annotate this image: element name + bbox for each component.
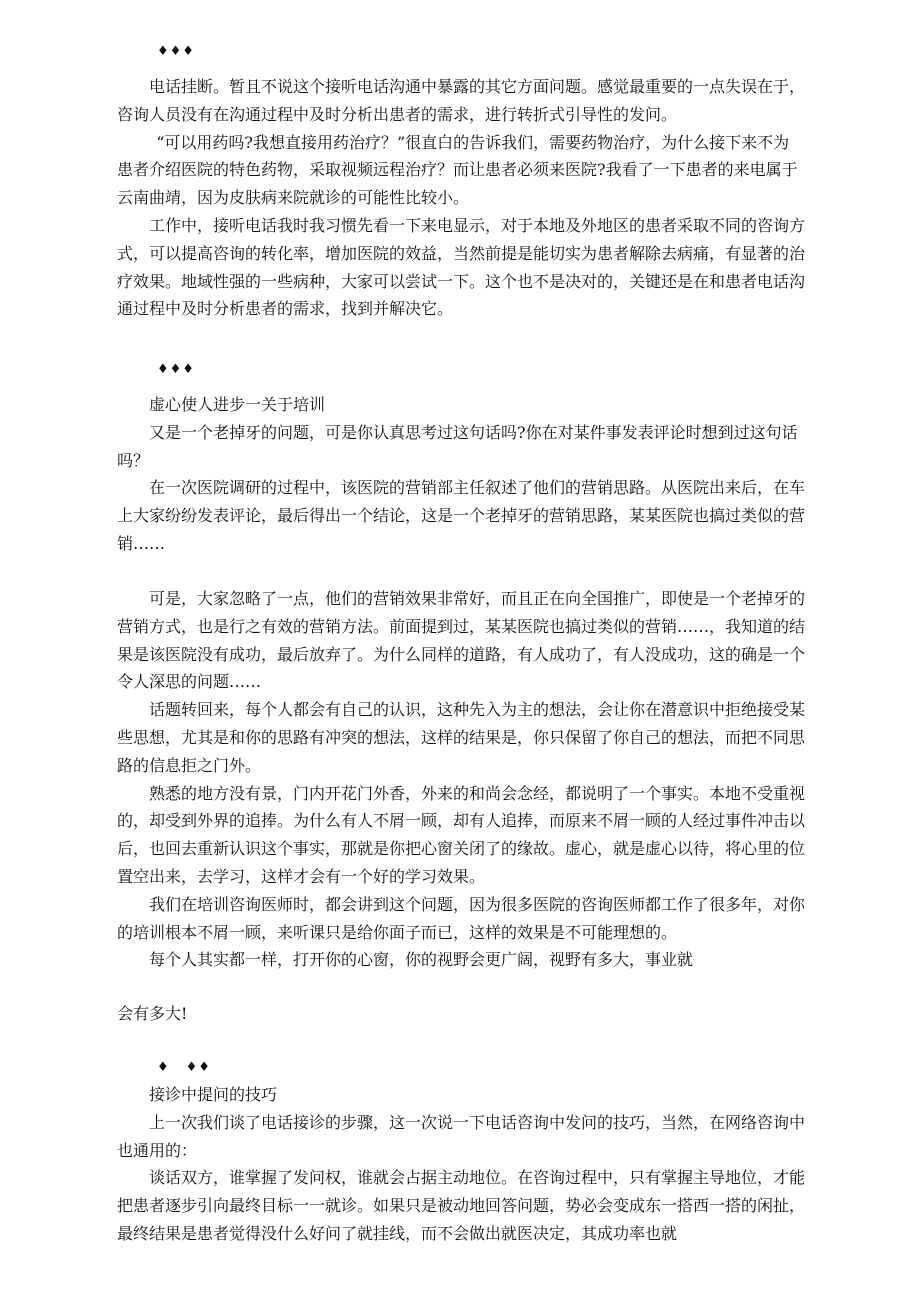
section-marker: ♦♦♦: [157, 362, 195, 377]
paragraph: 谈话双方，谁掌握了发问权，谁就会占据主动地位。在咨询过程中，只有掌握主导地位，才能把患者逐步引向最终目标一一就诊。如果只是被动地回答问题，势必会变成东一搭西一搭的闲扯，最终结果是患者觉得没什么好问了就挂线，而不会做出就医决定，其成功率也就: [117, 1168, 806, 1243]
paragraph: “可以用药吗?我想直接用药治疗？”很直白的告诉我们，需要药物治疗，为什么接下来不为患者介绍医院的特色药物，采取视频远程治疗？而让患者必须来医院?我看了一下患者的来电属于云南曲靖，因为皮肤病来院就诊的可能性比较小。: [117, 132, 798, 208]
paragraph: 工作中，接听电话我时我习惯先看一下来电显示，对于本地及外地区的患者采取不同的咨询方式，可以提高咨询的转化率，增加医院的效益，当然前提是能切实为患者解除去病痛，有显著的治疗效果。地域性强的一些病种，大家可以尝试一下。这个也不是决对的，关键还是在和患者电话沟通过程中及时分析患者的需求，找到并解决它。: [117, 215, 806, 319]
paragraph: 上一次我们谈了电话接诊的步骤，这一次说一下电话咨询中发问的技巧，当然，在网络咨询中也通用的：: [117, 1112, 806, 1160]
paragraph: 熟悉的地方没有景，门内开花门外香，外来的和尚会念经，都说明了一个事实。本地不受重视的，却受到外界的追捧。为什么有人不屑一顾，却有人追捧，而原来不屑一顾的人经过事件冲击以后，也回去重新认识这个事实，那就是你把心窗关闭了的缘故。虚心，就是虚心以待，将心里的位置空出来，去学习，这样才会有一个好的学习效果。: [117, 783, 806, 886]
section-2-body-cont: [117, 585, 805, 974]
paragraph: 话题转回来，每个人都会有自己的认识，这种先入为主的想法，会让你在潜意识中拒绝接受某些思想，尤其是和你的思路有冲突的想法，这样的结果是，你只保留了你自己的想法，而把不同思路的信息拒之门外。: [117, 700, 806, 775]
paragraph: 又是一个老掉牙的问题，可是你认真思考过这句话吗?你在对某件事发表评论时想到过这句话吗？: [117, 422, 798, 470]
section-marker: [157, 1060, 211, 1075]
paragraph: 会有多大!: [117, 1004, 188, 1023]
paragraph: 在一次医院调研的过程中，该医院的营销部主任叙述了他们的营销思路。从医院出来后，在车上大家纷纷发表评论，最后得出一个结论，这是一个老掉牙的营销思路，某某医院也搞过类似的营销……: [117, 478, 806, 553]
paragraph: 可是，大家忽略了一点，他们的营销效果非常好，而且正在向全国推广，即使是一个老掉牙的营销方式，也是行之有效的营销方法。前面提到过，某某医院也搞过类似的营销……，我知道的结果是该医院没有成功，最后放弃了。为什么同样的道路，有人成功了，有人没成功，这的确是一个令人深思的问题……: [117, 589, 806, 692]
marker-right: ♦♦: [185, 1060, 211, 1075]
marker-left: ♦: [157, 1060, 170, 1075]
section-2-closing: [117, 1000, 805, 1028]
paragraph: 电话挂断。暂且不说这个接听电话沟通中暴露的其它方面问题。感觉最重要的一点失误在于，咨询人员没有在沟通过程中及时分析出患者的需求，进行转折式引导性的发问。: [117, 77, 806, 124]
paragraph: 我们在培训咨询医师时，都会讲到这个问题，因为很多医院的咨询医师都工作了很多年，对你的培训根本不屑一顾，来听课只是给你面子而已，这样的效果是不可能理想的。: [117, 894, 806, 942]
section-title: 虚心使人进步一关于培训: [149, 395, 326, 414]
section-1-body: [117, 73, 805, 323]
paragraph: 每个人其实都一样，打开你的心窗，你的视野会更广阔，视野有多大，事业就: [149, 950, 694, 970]
section-marker: ♦♦♦: [157, 44, 195, 59]
section-3-body: [117, 1081, 805, 1248]
section-2-body: [117, 391, 805, 558]
section-title: 接诊中提问的技巧: [149, 1085, 278, 1104]
